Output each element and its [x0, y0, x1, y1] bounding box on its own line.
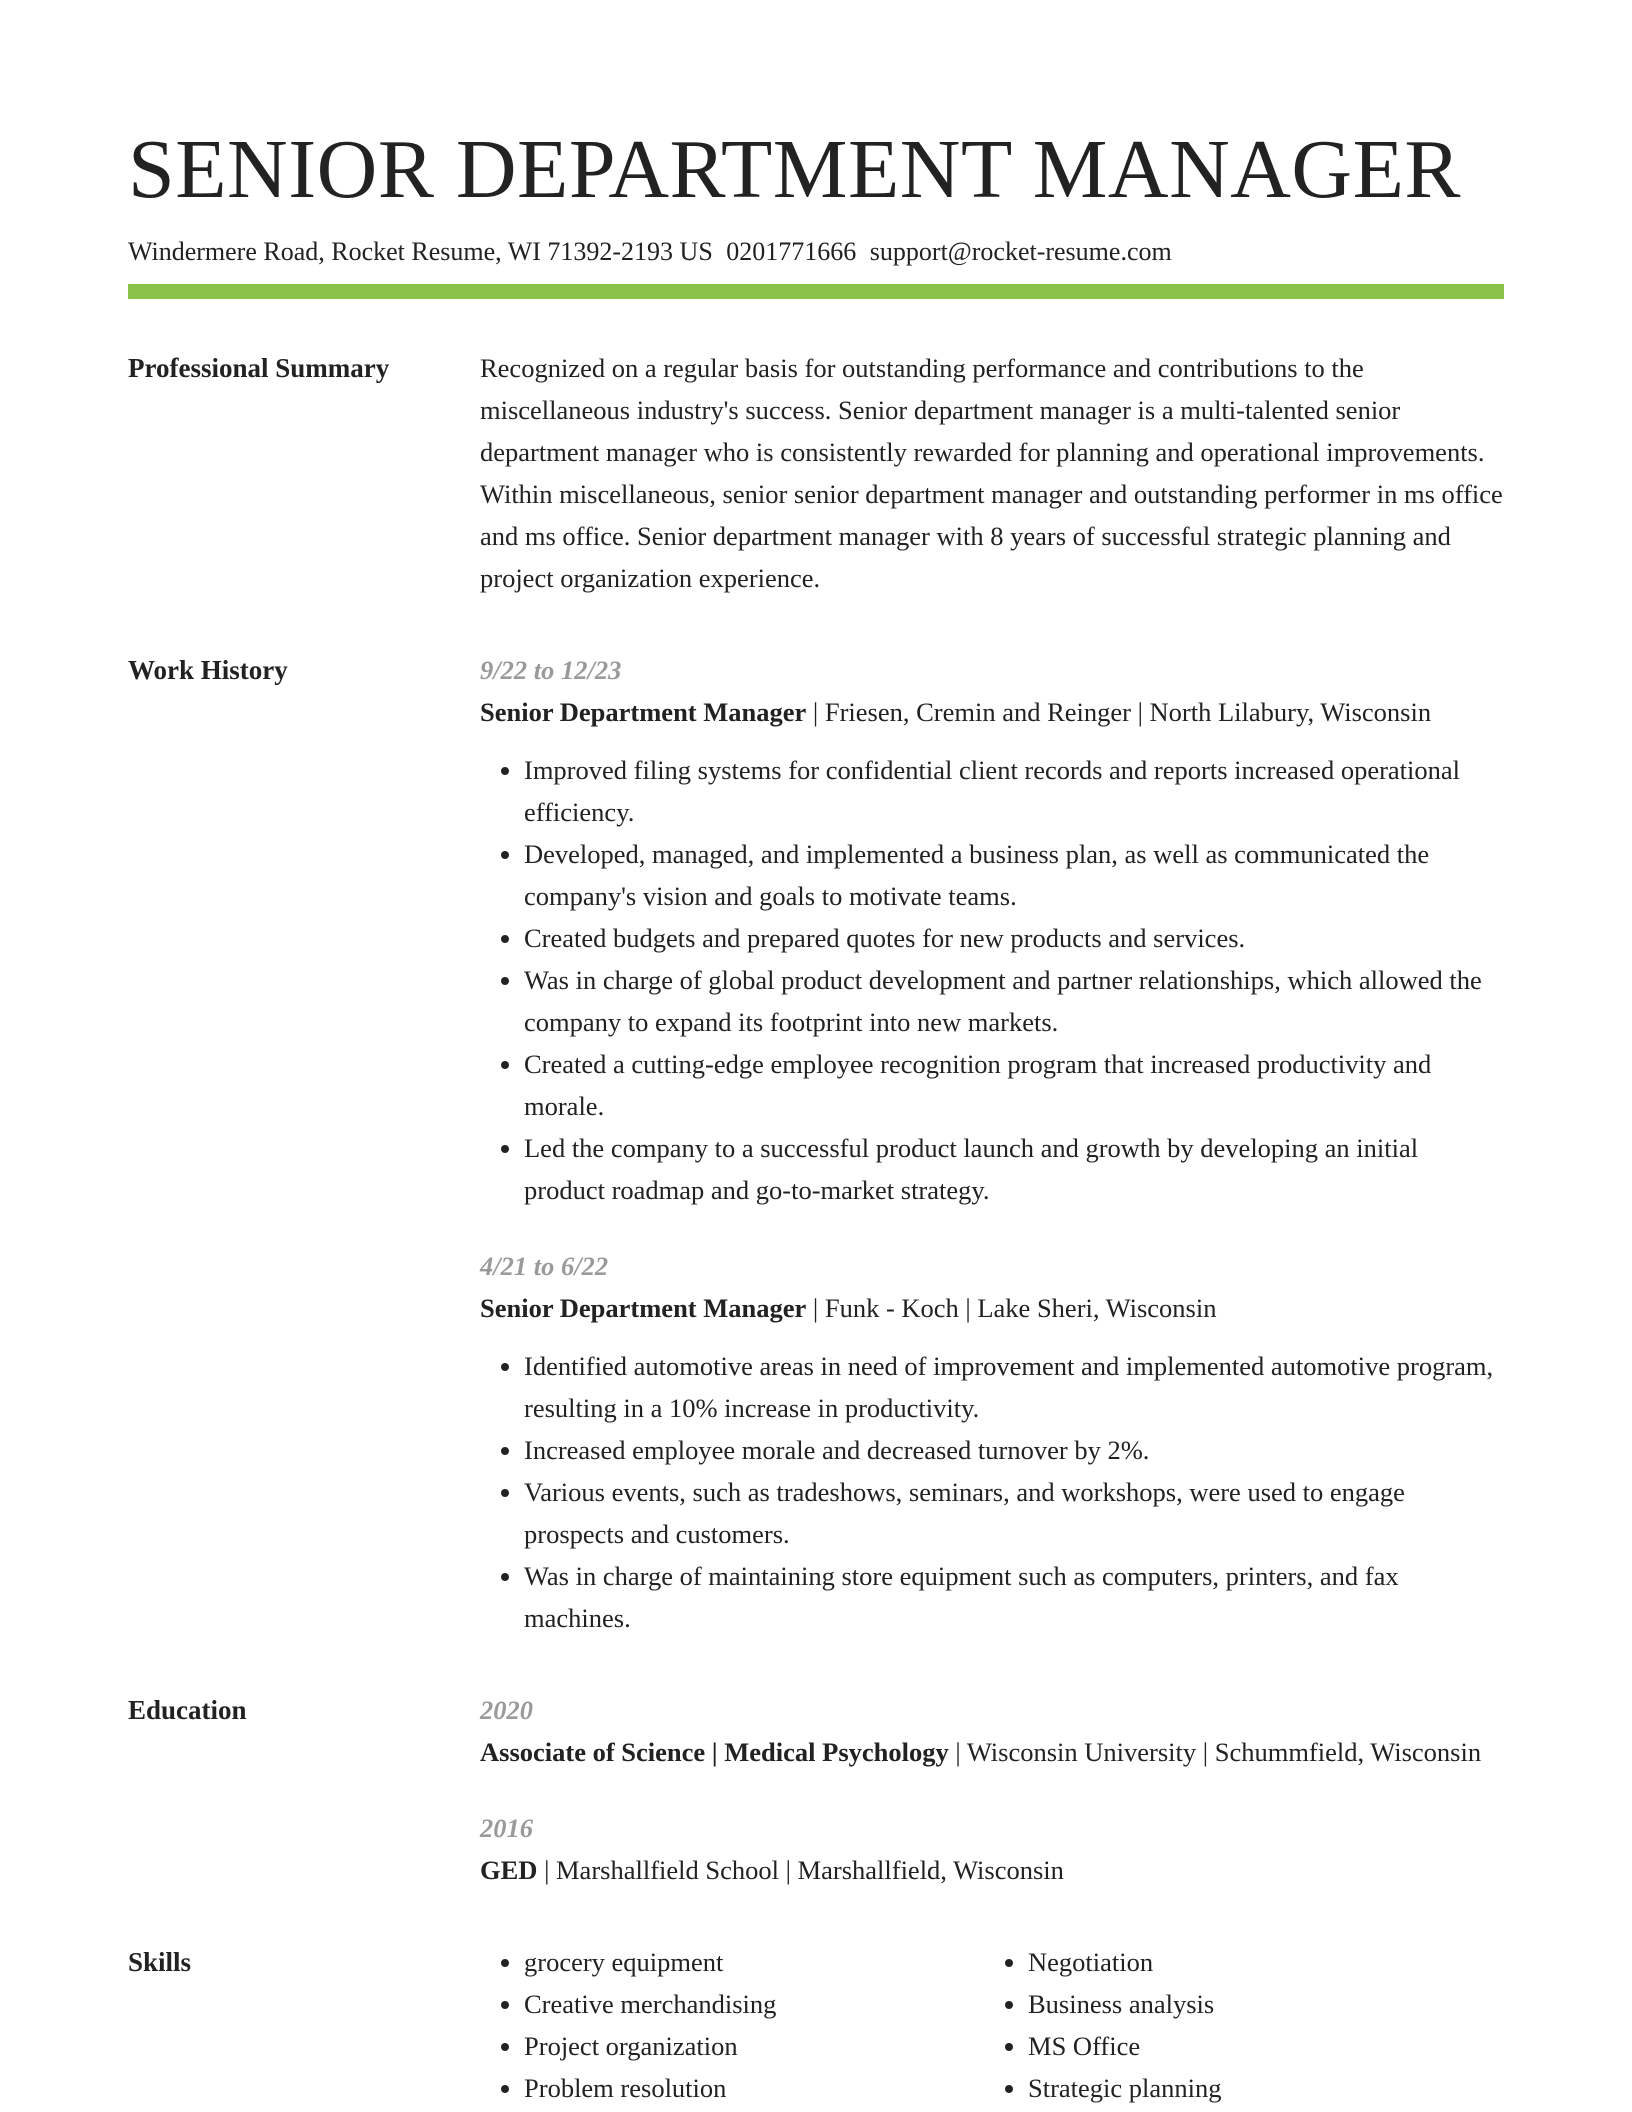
education-details: | Marshallfield School | Marshallfield, Wisconsin	[537, 1855, 1064, 1885]
job-bullets	[480, 749, 1504, 1211]
skills-columns	[480, 1941, 1508, 2109]
education-year: 2020	[480, 1695, 533, 1725]
job-bullet: • Developed, managed, and implemented a business plan, as well as communicated the company's vision and goals to motivate teams.	[524, 833, 1504, 917]
phone-text: 0201771666	[726, 237, 857, 266]
summary-text: Recognized on a regular basis for outstanding performance and contributions to the miscellaneous industry's success. Senior department manager is a multi-talented senior department manager who is consistently rewarded for planning and operational improvements. Within miscellaneous, senior senior department manager and outstanding performer in ms office and ms office. Senior department manager with 8 years of successful strategic planning and project organization experience.	[480, 353, 1503, 593]
job-bullet: • Led the company to a successful product launch and growth by developing an initial product roadmap and go-to-market strategy.	[524, 1127, 1504, 1211]
header-divider	[128, 284, 1504, 299]
section-skills	[128, 1941, 1504, 2109]
job-role: Senior Department Manager	[480, 697, 807, 727]
skill-item: • MS Office	[1028, 2025, 1508, 2067]
job-bullets	[480, 1345, 1504, 1639]
job-bullet: • Various events, such as tradeshows, seminars, and workshops, were used to engage prospects and customers.	[524, 1471, 1504, 1555]
education-degree: GED	[480, 1855, 538, 1885]
resume-name: SENIOR DEPARTMENT MANAGER	[128, 123, 1461, 216]
job-entry	[480, 1245, 1504, 1639]
job-bullet: • Increased employee morale and decreased turnover by 2%.	[524, 1429, 1504, 1471]
skill-item: • Creative merchandising	[524, 1983, 984, 2025]
job-bullet: • Was in charge of maintaining store equipment such as computers, printers, and fax machines.	[524, 1555, 1504, 1639]
job-entry	[480, 649, 1504, 1211]
section-education	[128, 1689, 1504, 1891]
address-text: Windermere Road, Rocket Resume, WI 71392-2193 US	[128, 237, 713, 266]
job-bullet: • Created budgets and prepared quotes for new products and services.	[524, 917, 1504, 959]
job-bullet: • Identified automotive areas in need of improvement and implemented automotive program, resulting in a 10% increase in productivity.	[524, 1345, 1504, 1429]
education-details: | Wisconsin University | Schummfield, Wisconsin	[948, 1737, 1482, 1767]
job-bullet: • Improved filing systems for confidential client records and reports increased operational efficiency.	[524, 749, 1504, 833]
section-title-summary: Professional Summary	[128, 353, 390, 383]
job-dates: 4/21 to 6/22	[480, 1251, 609, 1281]
education-line	[480, 1849, 1504, 1891]
job-title-line	[480, 1287, 1504, 1329]
skill-item: • grocery equipment	[524, 1941, 984, 1983]
job-role: Senior Department Manager	[480, 1293, 807, 1323]
section-title-education: Education	[128, 1695, 247, 1725]
contact-line	[128, 235, 1504, 269]
skill-item: • Project organization	[524, 2025, 984, 2067]
education-degree: Associate of Science | Medical Psychology	[480, 1737, 949, 1767]
skill-item: • Problem resolution	[524, 2067, 984, 2109]
job-title-line	[480, 691, 1504, 733]
job-bullet: • Created a cutting-edge employee recognition program that increased productivity and morale.	[524, 1043, 1504, 1127]
section-title-skills: Skills	[128, 1947, 192, 1977]
skills-list-left	[480, 1941, 984, 2109]
education-line	[480, 1731, 1504, 1773]
section-title-work: Work History	[128, 655, 288, 685]
job-details: | Friesen, Cremin and Reinger | North Lilabury, Wisconsin	[806, 697, 1432, 727]
job-dates: 9/22 to 12/23	[480, 655, 622, 685]
skill-item: • Strategic planning	[1028, 2067, 1508, 2109]
skill-item: • Business analysis	[1028, 1983, 1508, 2025]
education-year: 2016	[480, 1813, 533, 1843]
education-entry	[480, 1689, 1504, 1773]
skill-item: • Negotiation	[1028, 1941, 1508, 1983]
job-bullet: • Was in charge of global product development and partner relationships, which allowed the company to expand its footprint into new markets.	[524, 959, 1504, 1043]
section-summary	[128, 347, 1504, 599]
job-details: | Funk - Koch | Lake Sheri, Wisconsin	[806, 1293, 1217, 1323]
email-text: support@rocket-resume.com	[869, 237, 1172, 266]
skills-list-right	[984, 1941, 1508, 2109]
resume-page	[128, 0, 1504, 2109]
education-entry	[480, 1807, 1504, 1891]
section-work-history	[128, 649, 1504, 1639]
